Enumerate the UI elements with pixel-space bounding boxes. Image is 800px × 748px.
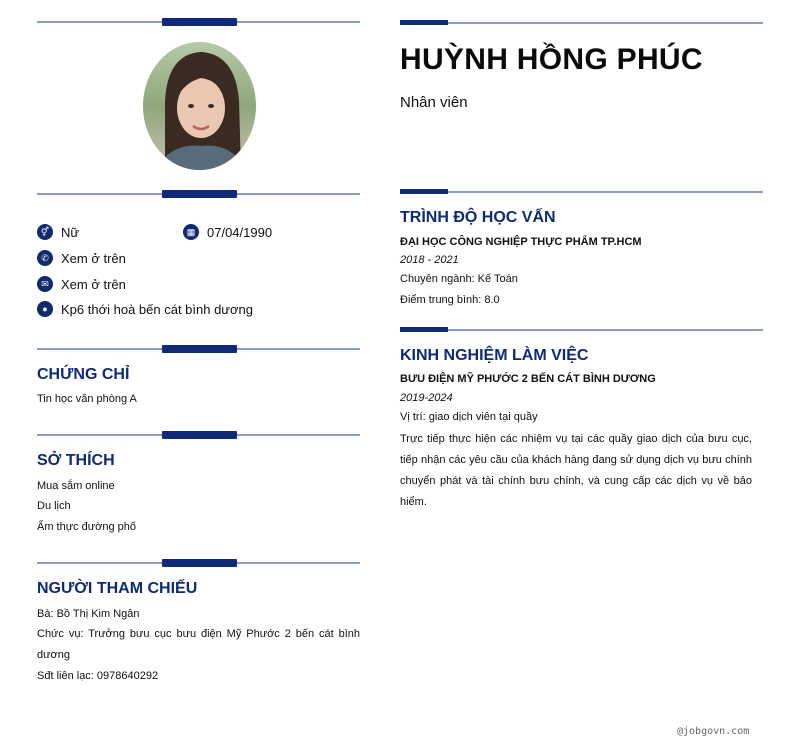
watermark: @jobgovn.com xyxy=(677,726,750,737)
address-row xyxy=(37,301,253,317)
experience-description: Trực tiếp thực hiện các nhiệm vụ tại các quầy giao dịch của bưu cục, tiếp nhận các yêu cầu của khách hàng đang sử dụng dịch vụ bưu chính chuyển phát và tài chính bưu chính, và cung cấp các dịch vụ về bảo hiểm. xyxy=(400,433,752,508)
education-period: 2018 - 2021 xyxy=(400,254,459,266)
email-row xyxy=(37,276,126,292)
certificates-divider xyxy=(37,345,360,353)
phone-icon: ✆ xyxy=(37,250,53,266)
experience-company: BƯU ĐIỆN MỸ PHƯỚC 2 BẾN CÁT BÌNH DƯƠNG xyxy=(400,373,656,385)
calendar-icon: ▦ xyxy=(183,224,199,240)
profile-photo xyxy=(143,42,256,170)
reference-position: Chức vụ: Trưởng bưu cục bưu điện Mỹ Phước 2 bến cát bình dương xyxy=(37,628,360,661)
email-value: Xem ở trên xyxy=(61,276,126,292)
candidate-title: Nhân viên xyxy=(400,94,468,111)
phone-row xyxy=(37,250,126,266)
left-photo-divider xyxy=(37,190,360,198)
gender-row xyxy=(37,224,79,240)
certificate-item: Tin học văn phòng A xyxy=(37,393,137,405)
header-divider xyxy=(400,20,763,26)
experience-position: Vị trí: giao dịch viên tại quầy xyxy=(400,411,538,423)
education-divider xyxy=(400,189,763,195)
references-title: NGƯỜI THAM CHIẾU xyxy=(37,580,198,597)
hobbies-divider xyxy=(37,431,360,439)
phone-value: Xem ở trên xyxy=(61,250,126,266)
certificates-title: CHỨNG CHỈ xyxy=(37,366,130,383)
birthdate-row xyxy=(183,224,272,240)
hobby-item: Ẩm thực đường phố xyxy=(37,521,136,533)
references-divider xyxy=(37,559,360,567)
reference-name: Bà: Bồ Thị Kim Ngân xyxy=(37,608,140,620)
education-school: ĐẠI HỌC CÔNG NGHIỆP THỰC PHẨM TP.HCM xyxy=(400,236,642,248)
candidate-name: HUỲNH HỒNG PHÚC xyxy=(400,43,703,76)
experience-divider xyxy=(400,327,763,333)
hobbies-title: SỞ THÍCH xyxy=(37,452,115,469)
experience-period: 2019-2024 xyxy=(400,392,453,404)
education-gpa: Điểm trung bình: 8.0 xyxy=(400,294,500,306)
education-title: TRÌNH ĐỘ HỌC VẤN xyxy=(400,209,556,226)
hobby-item: Du lịch xyxy=(37,500,71,512)
gender-icon: ⚥ xyxy=(37,224,53,240)
education-major: Chuyên ngành: Kế Toán xyxy=(400,273,518,285)
location-pin-icon: ● xyxy=(37,301,53,317)
email-icon: ✉ xyxy=(37,276,53,292)
hobby-item: Mua sắm online xyxy=(37,480,115,492)
address-value: Kp6 thới hoà bến cát bình dương xyxy=(61,301,253,317)
gender-value: Nữ xyxy=(61,224,80,240)
left-top-divider xyxy=(37,18,360,26)
experience-title: KINH NGHIỆM LÀM VIỆC xyxy=(400,347,589,364)
birthdate-value: 07/04/1990 xyxy=(207,224,273,240)
reference-contact: Sđt liên lạc: 0978640292 xyxy=(37,670,159,682)
